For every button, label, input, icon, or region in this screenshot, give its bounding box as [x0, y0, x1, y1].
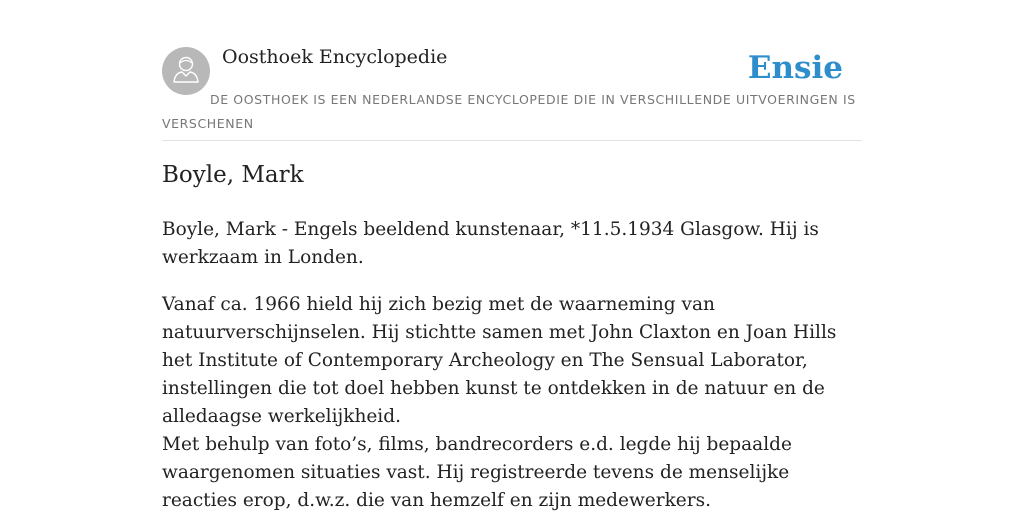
article-title: Boyle, Mark: [162, 162, 304, 188]
user-icon: [172, 54, 200, 88]
site-title[interactable]: Oosthoek Encyclopedie: [222, 46, 448, 68]
article-paragraph-1: Vanaf ca. 1966 hield hij zich bezig met de waarneming van natuurverschijnselen. Hij stichtte samen met John Claxton en Joan Hills het Institute of Contemporary Archeology en The Sensual Laborator, instellingen die tot doel hebben kunst te ontdekken in de natuur en de alledaagse werkelijkheid.: [162, 294, 837, 427]
site-tagline: DE OOSTHOEK IS EEN NEDERLANDSE ENCYCLOPEDIE DIE IN VERSCHILLENDE UITVOERINGEN IS VERSCHENEN: [162, 92, 856, 131]
article-paragraph-2: Met behulp van foto’s, films, bandrecorders e.d. legde hij bepaalde waargenomen situaties vast. Hij registreerde tevens de menselijke reacties erop, d.w.z. die van hemzelf en zijn medewerkers.: [162, 434, 792, 511]
page-header: [162, 0, 862, 141]
page-container: [162, 0, 862, 511]
article-summary: Boyle, Mark - Engels beeldend kunstenaar, *11.5.1934 Glasgow. Hij is werkzaam in Londen.: [162, 219, 819, 268]
brand-logo[interactable]: Ensie: [747, 50, 843, 86]
